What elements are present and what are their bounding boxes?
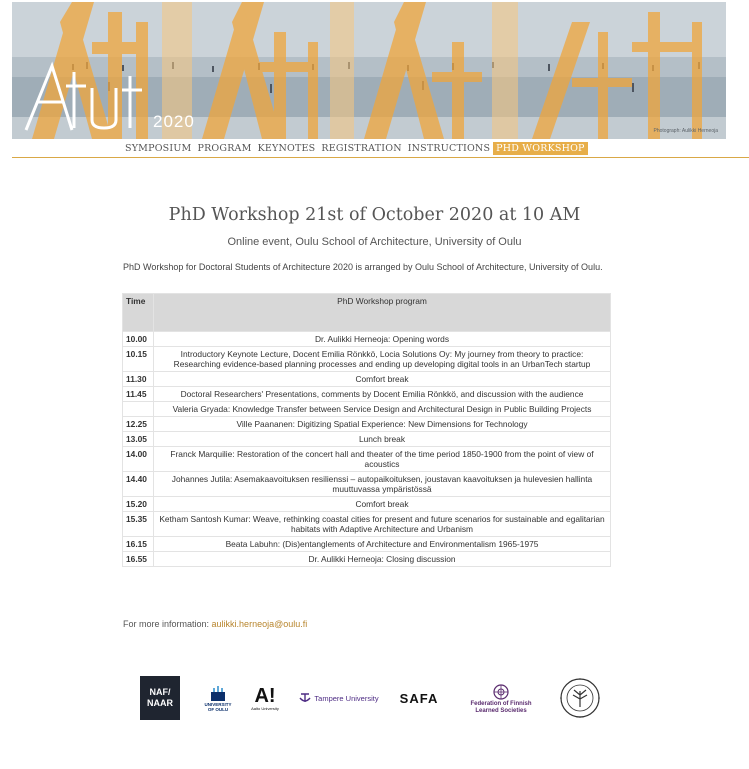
more-info-label: For more information: (123, 619, 210, 629)
naf-line-2: NAAR (147, 698, 173, 708)
row-time: 16.55 (123, 552, 154, 567)
table-row (123, 402, 611, 417)
table-row (123, 512, 611, 537)
naf-naar-logo[interactable] (140, 676, 180, 720)
nav-divider (12, 157, 749, 158)
row-description: Beata Labuhn: (Dis)entanglements of Architecture and Environmentalism 1965-1975 (154, 537, 611, 552)
tampere-university-logo[interactable] (298, 688, 380, 708)
banner-artwork (12, 2, 726, 139)
page-title: PhD Workshop 21st of October 2020 at 10 AM (168, 205, 581, 225)
row-description: Franck Marquilie: Restoration of the concert hall and theater of the time period 1850-1900 from the point of view of acoustics (154, 447, 611, 472)
contact-email-link[interactable]: aulikki.herneoja@oulu.fi (211, 619, 308, 629)
photo-credit: Photograph: Aulikki Herneoja (653, 128, 718, 134)
row-description: Doctoral Researchers' Presentations, comments by Docent Emilia Rönkkö, and discussion with the audience (154, 387, 611, 402)
row-time (123, 402, 154, 417)
row-description: Dr. Aulikki Herneoja: Closing discussion (154, 552, 611, 567)
row-time: 13.05 (123, 432, 154, 447)
nav-item-keynotes[interactable]: KEYNOTES (257, 143, 316, 154)
row-time: 10.00 (123, 332, 154, 347)
intro-text: PhD Workshop for Doctoral Students of Architecture 2020 is arranged by Oulu School of Architecture, University of Oulu. (123, 262, 603, 272)
tampere-mark-icon (299, 692, 311, 704)
table-row (123, 447, 611, 472)
aalto-label: Aalto University (251, 705, 279, 711)
nav-item-symposium[interactable]: SYMPOSIUM (125, 143, 192, 154)
row-description: Johannes Jutila: Asemakaavoituksen resilienssi – autopaikoituksen, joustavan kaavoituksen ja hulevesien hallinta muuttuvassa ympäristössä (154, 472, 611, 497)
page-subtitle: Online event, Oulu School of Architecture, University of Oulu (227, 236, 522, 248)
oulu-line-1: UNIVERSITY (204, 702, 232, 707)
row-description: Dr. Aulikki Herneoja: Opening words (154, 332, 611, 347)
row-description: Valeria Gryada: Knowledge Transfer between Service Design and Architectural Design in Public Building Projects (154, 402, 611, 417)
table-row (123, 347, 611, 372)
society-seal-logo[interactable] (558, 676, 602, 720)
federation-emblem-icon (491, 683, 511, 701)
table-row (123, 387, 611, 402)
row-time: 11.45 (123, 387, 154, 402)
row-time: 12.25 (123, 417, 154, 432)
row-time: 15.20 (123, 497, 154, 512)
federation-line-1: Federation of Finnish (470, 701, 532, 707)
table-row (123, 472, 611, 497)
society-seal-icon (559, 677, 601, 719)
nav-item-instructions[interactable]: INSTRUCTIONS (407, 143, 491, 154)
column-header-time: Time (123, 294, 154, 332)
row-time: 15.35 (123, 512, 154, 537)
row-description: Introductory Keynote Lecture, Docent Emilia Rönkkö, Locia Solutions Oy: My journey from theory to practice: Researching evidence-based planning processes and ending up developing digital tools in an UrbanTech startup (154, 347, 611, 372)
federation-logo[interactable] (458, 678, 544, 720)
table-row (123, 497, 611, 512)
row-time: 14.00 (123, 447, 154, 472)
table-row (123, 552, 611, 567)
main-nav (122, 142, 588, 155)
row-description: Comfort break (154, 372, 611, 387)
partner-logos (140, 676, 610, 721)
row-description: Comfort break (154, 497, 611, 512)
table-row (123, 332, 611, 347)
university-of-oulu-logo[interactable] (202, 682, 234, 716)
more-info (123, 619, 307, 629)
nav-item-registration[interactable]: REGISTRATION (321, 143, 402, 154)
row-description: Ketham Santosh Kumar: Weave, rethinking coastal cities for present and future scenarios for sustainable and egalitarian habitats with Adaptive Architecture and Urbanism (154, 512, 611, 537)
header-banner (12, 2, 726, 139)
row-description: Lunch break (154, 432, 611, 447)
naf-line-1: NAF/ (149, 687, 171, 697)
oulu-line-2: OF OULU (207, 707, 229, 712)
row-time: 16.15 (123, 537, 154, 552)
safa-logo[interactable] (394, 688, 444, 708)
table-row (123, 432, 611, 447)
table-row (123, 372, 611, 387)
aalto-mark: A! (254, 684, 276, 707)
aalto-university-logo[interactable] (248, 680, 282, 716)
oulu-crest-icon (209, 686, 227, 702)
program-table-body (123, 332, 611, 567)
nav-item-phd-workshop[interactable]: PHD WORKSHOP (493, 142, 588, 155)
federation-line-2: Learned Societies (475, 708, 527, 714)
table-header-row (123, 294, 611, 332)
table-row (123, 537, 611, 552)
column-header-program: PhD Workshop program (154, 294, 611, 332)
row-time: 14.40 (123, 472, 154, 497)
row-description: Ville Paananen: Digitizing Spatial Experience: New Dimensions for Technology (154, 417, 611, 432)
program-table (122, 293, 611, 567)
row-time: 11.30 (123, 372, 154, 387)
safa-label: SAFA (399, 690, 439, 706)
table-row (123, 417, 611, 432)
nav-item-program[interactable]: PROGRAM (197, 143, 252, 154)
row-time: 10.15 (123, 347, 154, 372)
logo-year: 2020 (153, 112, 195, 131)
tampere-label: Tampere University (314, 693, 379, 703)
